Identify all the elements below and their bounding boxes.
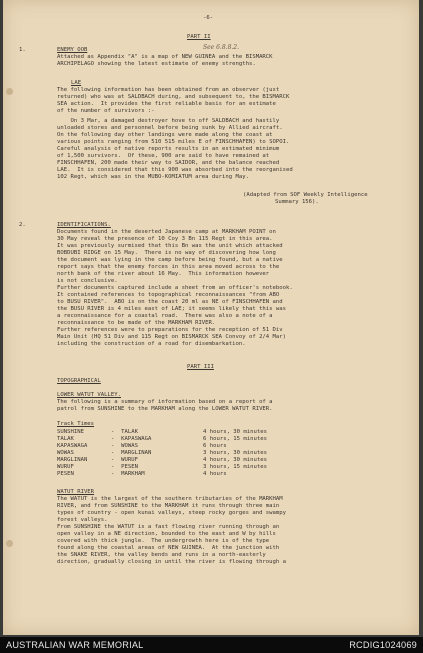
ident-line: is not conclusive. xyxy=(57,278,118,284)
track-from: SUNSHINE xyxy=(57,429,84,435)
track-to: - WURUF xyxy=(111,457,138,463)
track-to: - MARKHAM xyxy=(111,471,145,477)
watut-line: The WATUT is the largest of the southern tributaries of the MARKHAM xyxy=(57,496,283,502)
lae-line: On the following day other landings were made along the coast at xyxy=(57,132,273,138)
ident-line: It contained references to topographical reconnaissances "from ABO xyxy=(57,292,280,298)
section-1-title: ENEMY OOB xyxy=(57,47,88,53)
track-to: - PESEN xyxy=(111,464,138,470)
page-marker: -6- xyxy=(203,15,214,21)
topographical-heading: TOPOGRAPHICAL xyxy=(57,378,101,384)
ident-line: It was previously surmised that this Bn was the unit which attacked xyxy=(57,243,283,249)
section-1-number: 1. xyxy=(19,47,26,53)
watut-line: types of country - open kunai valleys, steep rocky gorges and swampy xyxy=(57,510,287,516)
ident-line: Further references were to preparations for the reception of 51 Div xyxy=(57,327,283,333)
lae-line: of the number of survivors :- xyxy=(57,108,155,114)
track-from: PESEN xyxy=(57,471,74,477)
section-1-line: ARCHIPELAGO showing the latest estimate of enemy strengths. xyxy=(57,61,256,67)
lae-line: 102 Regt, which was in the MUBO-KOMIATUM area during May. xyxy=(57,174,249,180)
ident-line: reconnaissance to be made of the MARKHAM RIVER. xyxy=(57,320,216,326)
handwritten-reference: See 6.8.8.2. xyxy=(203,44,240,51)
watut-line: found along the coastal areas of NEW GUINEA. At the junction with xyxy=(57,545,280,551)
track-from: TALAK xyxy=(57,436,74,442)
lae-line: LAE. It is considered that this 900 was absorbed into the reorganised xyxy=(57,167,293,173)
watut-line: forest valleys. xyxy=(57,517,108,523)
lower-watut-heading: LOWER WATUT VALLEY. xyxy=(57,392,121,398)
ident-line: including the construction of a road for disembarkation. xyxy=(57,341,246,347)
watut-line: RIVER, and from SUNSHINE to the MARKHAM it runs through three main xyxy=(57,503,280,509)
track-from: KAPASWAGA xyxy=(57,443,88,449)
lae-line: SEA action. It provides the first reliable basis for an estimate xyxy=(57,101,276,107)
track-from: MARGLINAN xyxy=(57,457,88,463)
track-to: - TALAK xyxy=(111,429,138,435)
watut-line: open valley in a NE direction, bounded to the east and W by hills xyxy=(57,531,276,537)
track-from: WOWAS xyxy=(57,450,74,456)
track-time: 3 hours, 30 minutes xyxy=(203,450,267,456)
punch-hole xyxy=(6,540,13,547)
ident-line: BOBDUBI RIDGE on 15 May. There is no way of discovering how long xyxy=(57,250,276,256)
lae-line: FINSCHHAFEN, 200 made their way to SAIDOR, and the balance reached xyxy=(57,160,280,166)
lae-line: of 1,500 survivors. Of these, 900 are said to have remained at xyxy=(57,153,270,159)
ident-line: Main Unit (HQ 51 Div and 115 Regt on BISMARCK SEA Convoy of 2/4 Mar) xyxy=(57,334,287,340)
track-time: 4 hours, 30 minutes xyxy=(203,429,267,435)
track-time: 3 hours, 15 minutes xyxy=(203,464,267,470)
track-time: 4 hours, 30 minutes xyxy=(203,457,267,463)
lae-line: returned) who was at SALDBACH during, and subsequent to, the BISMARCK xyxy=(57,94,290,100)
watut-line: direction, gradually closing in until the river is flowing through a xyxy=(57,559,287,565)
watut-line: the SNAKE RIVER, the valley bends and runs in a north-easterly xyxy=(57,552,266,558)
ident-line: Documents found in the deserted Japanese camp at MARKHAM POINT on xyxy=(57,229,276,235)
ident-line: Further documents captured include a sheet from an officer's notebook. xyxy=(57,285,293,291)
lae-line: Careful analysis of native reports results in an estimated minimum xyxy=(57,146,280,152)
track-time: 6 hours, 15 minutes xyxy=(203,436,267,442)
section-1-line: Attached as Appendix "A" is a map of NEW GUINEA and the BISMARCK xyxy=(57,54,273,60)
section-2-title: IDENTIFICATIONS. xyxy=(57,222,111,228)
part3-heading: PART III xyxy=(187,364,214,370)
lae-heading: LAE xyxy=(71,80,82,86)
lower-watut-line: patrol from SUNSHINE to the MARKHAM along the LOWER WATUT RIVER. xyxy=(57,406,273,412)
lae-source: Summary 156). xyxy=(275,199,319,205)
ident-line: to BUSU RIVER". ABO is on the coast 20 ml as NE of FINSCHHAFEN and xyxy=(57,299,283,305)
punch-hole xyxy=(6,88,13,95)
ident-line: the document was lying in the camp before being found, but a native xyxy=(57,257,283,263)
track-from: WURUF xyxy=(57,464,74,470)
ident-line: north bank of the river about 16 May. This information however xyxy=(57,271,270,277)
lae-line: unloaded stores and personnel before being sunk by Allied aircraft. xyxy=(57,125,283,131)
lae-line: The following information has been obtained from an observer (just xyxy=(57,87,280,93)
track-to: - MARGLINAN xyxy=(111,450,152,456)
section-2-number: 2. xyxy=(19,222,26,228)
track-times-title: Track Times xyxy=(57,421,95,427)
track-to: - WOWAS xyxy=(111,443,138,449)
lae-line: various points ranging from 510 515 miles E of FINSCHHAFEN) to SOPOI. xyxy=(57,139,290,145)
archive-footer xyxy=(0,637,423,653)
part2-heading: PART II xyxy=(187,34,211,40)
track-to: - KAPASWAGA xyxy=(111,436,152,442)
document-page xyxy=(3,0,419,635)
lae-source: (Adapted from SOF Weekly Intelligence xyxy=(243,192,368,198)
lae-line: On 3 Mar, a damaged destroyer hove to off SALDBACH and hastily xyxy=(57,118,280,124)
footer-source-label: AUSTRALIAN WAR MEMORIAL xyxy=(6,640,144,650)
lower-watut-line: The following is a summary of information based on a report of a xyxy=(57,399,273,405)
ident-line: report says that the enemy forces in this area moved across to the xyxy=(57,264,280,270)
watut-river-heading: WATUT RIVER xyxy=(57,489,95,495)
ident-line: a reconnaissance for a coastal road. There was also a note of a xyxy=(57,313,273,319)
ident-line: the BUSU RIVER is 4 miles east of LAE; it seems likely that this was xyxy=(57,306,287,312)
ident-line: 30 May reveal the presence of 10 Coy 3 Bn 115 Regt in this area. xyxy=(57,236,273,242)
track-time: 4 hours xyxy=(203,471,227,477)
watut-line: From SUNSHINE the WATUT is a fast flowing river running through an xyxy=(57,524,280,530)
watut-line: covered with thick jungle. The undergrowth here is of the type xyxy=(57,538,270,544)
footer-record-id: RCDIG1024069 xyxy=(349,640,417,650)
track-time: 6 hours xyxy=(203,443,227,449)
